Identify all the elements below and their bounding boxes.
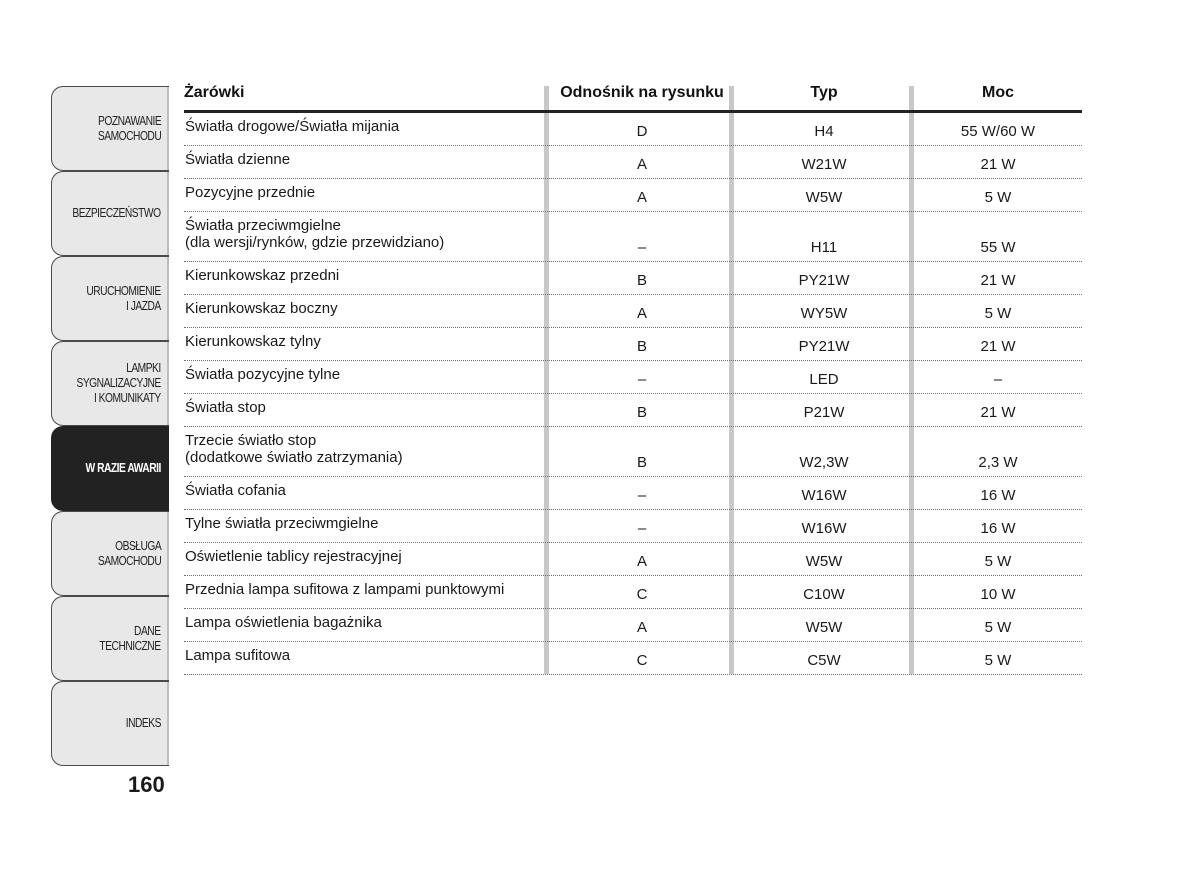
bulb-name-cell: Lampa sufitowa [185,647,291,664]
page-number: 160 [128,772,165,797]
bulb-power-cell: 21 W [980,272,1016,289]
tab-poznawanie-samochodu[interactable] [51,86,169,171]
tab-bezpieczenstwo[interactable] [51,171,169,256]
bulb-power-cell: 16 W [980,487,1016,504]
tab-label: BEZPIECZEŃSTWO [72,206,161,220]
bulb-power-cell: 10 W [980,586,1016,603]
bulb-table [184,80,1082,675]
bulb-name-cell: Kierunkowskaz boczny [185,300,338,317]
figure-ref-cell: C [636,652,648,669]
tab-uruchomienie-i-jazda[interactable] [51,256,169,341]
figure-ref-cell: B [636,338,647,355]
bulb-power-cell: 5 W [984,305,1012,322]
figure-ref-cell: B [636,404,647,421]
figure-ref-cell: D [636,123,648,140]
tab-label: DANE TECHNICZNE [99,623,161,653]
bulb-name-cell: Trzecie światło stop (dodatkowe światło zatrzymania) [185,432,403,466]
bulb-type-cell: H4 [814,123,834,140]
table-row [184,328,1082,361]
header-ref: Odnośnik na rysunku [560,84,724,101]
bulb-type-cell: W16W [801,487,847,504]
chapter-tabs [51,86,169,766]
tab-label: URUCHOMIENIE I JAZDA [86,283,161,313]
table-row [184,212,1082,262]
bulb-type-cell: W21W [801,156,847,173]
figure-ref-cell: – [637,487,647,504]
figure-ref-cell: – [637,239,647,256]
bulb-type-cell: PY21W [798,338,850,355]
bulb-power-cell: 2,3 W [978,454,1018,471]
figure-ref-cell: C [636,586,648,603]
table-row [184,361,1082,394]
bulb-type-cell: C10W [803,586,845,603]
bulb-name-cell: Światła cofania [185,482,286,499]
table-row [184,609,1082,642]
bulb-name-cell: Kierunkowskaz tylny [185,333,321,350]
bulb-name-cell: Oświetlenie tablicy rejestracyjnej [185,548,402,565]
bulb-power-cell: 55 W [980,239,1016,256]
bulb-type-cell: C5W [807,652,841,669]
table-row [184,642,1082,675]
tab-label: POZNAWANIE SAMOCHODU [97,113,161,143]
table-row [184,394,1082,427]
tab-dane-techniczne[interactable] [51,596,169,681]
bulb-power-cell: 5 W [984,652,1012,669]
table-row [184,477,1082,510]
bulb-type-cell: W5W [805,189,843,206]
tab-obsluga-samochodu[interactable] [51,511,169,596]
table-body [184,113,1082,675]
tab-lampki-sygnalizacyjne[interactable] [51,341,169,426]
table-row [184,576,1082,609]
table-row [184,146,1082,179]
figure-ref-cell: – [637,520,647,537]
bulb-power-cell: 5 W [984,619,1012,636]
bulb-power-cell: 21 W [980,338,1016,355]
bulb-type-cell: LED [809,371,839,388]
table-header [184,80,1082,113]
bulb-type-cell: P21W [803,404,845,421]
table-row [184,113,1082,146]
tab-w-razie-awarii[interactable] [51,426,169,511]
bulb-power-cell: – [993,371,1003,388]
bulb-type-cell: W5W [805,553,843,570]
tab-label: LAMPKI SYGNALIZACYJNE I KOMUNIKATY [76,361,161,405]
bulb-type-cell: W16W [801,520,847,537]
bulb-power-cell: 21 W [980,156,1016,173]
table-row [184,262,1082,295]
tab-label: W RAZIE AWARII [85,461,161,475]
figure-ref-cell: A [636,189,647,206]
bulb-name-cell: Światła przeciwmgielne (dla wersji/rynków, gdzie przewidziano) [185,217,445,251]
bulb-name-cell: Przednia lampa sufitowa z lampami punktowymi [185,581,505,598]
bulb-type-cell: W5W [805,619,843,636]
bulb-power-cell: 21 W [980,404,1016,421]
table-row [184,295,1082,328]
bulb-power-cell: 55 W/60 W [960,123,1036,140]
tab-indeks[interactable] [51,681,169,766]
figure-ref-cell: B [636,272,647,289]
tab-label: INDEKS [125,716,161,730]
bulb-type-cell: PY21W [798,272,850,289]
header-power: Moc [982,84,1014,101]
figure-ref-cell: A [636,553,647,570]
table-row [184,427,1082,477]
bulb-power-cell: 16 W [980,520,1016,537]
bulb-name-cell: Tylne światła przeciwmgielne [185,515,379,532]
table-row [184,510,1082,543]
header-type: Typ [810,84,838,101]
figure-ref-cell: – [637,371,647,388]
tab-label: OBSŁUGA SAMOCHODU [97,538,161,568]
bulb-power-cell: 5 W [984,553,1012,570]
figure-ref-cell: A [636,619,647,636]
figure-ref-cell: A [636,305,647,322]
bulb-name-cell: Światła drogowe/Światła mijania [185,118,400,135]
bulb-name-cell: Pozycyjne przednie [185,184,316,201]
bulb-type-cell: H11 [810,239,838,256]
header-bulbs: Żarówki [184,84,245,101]
bulb-power-cell: 5 W [984,189,1012,206]
bulb-name-cell: Kierunkowskaz przedni [185,267,340,284]
bulb-name-cell: Lampa oświetlenia bagażnika [185,614,382,631]
bulb-name-cell: Światła pozycyjne tylne [185,366,341,383]
figure-ref-cell: B [636,454,647,471]
bulb-type-cell: W2,3W [799,454,849,471]
table-row [184,543,1082,576]
bulb-type-cell: WY5W [800,305,848,322]
bulb-name-cell: Światła stop [185,399,266,416]
figure-ref-cell: A [636,156,647,173]
table-row [184,179,1082,212]
bulb-name-cell: Światła dzienne [185,151,291,168]
